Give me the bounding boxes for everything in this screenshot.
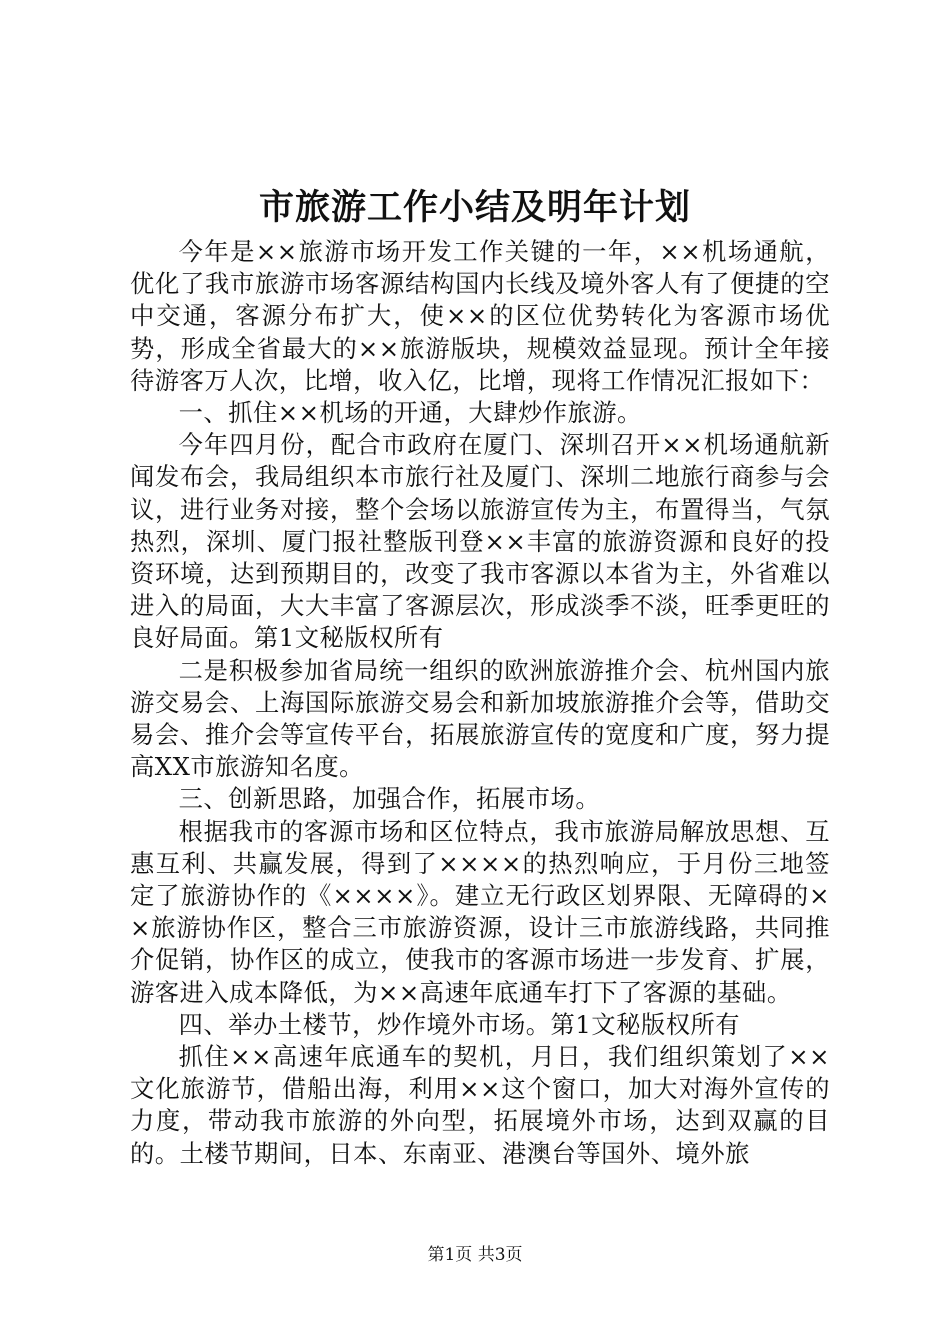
paragraph-section-4: 抓住××高速年底通车的契机，月日，我们组织策划了××文化旅游节，借船出海，利用××这个窗口，加大对海外宣传的力度，带动我市旅游的外向型，拓展境外市场，达到双赢的目的。土楼节期间，日本、东南亚、港澳台等国外、境外旅 <box>130 1042 830 1168</box>
section-heading-3: 三、创新思路，加强合作，拓展市场。 <box>178 784 601 814</box>
paragraph-intro: 今年是××旅游市场开发工作关键的一年，××机场通航，优化了我市旅游市场客源结构国内长线及境外客人有了便捷的空中交通，客源分布扩大，使××的区位优势转化为客源市场优势，形成全省最大的××旅游版块，规模效益显现。预计全年接待游客万人次，比增，收入亿，比增，现将工作情况汇报如下： <box>130 237 830 395</box>
paragraph-section-2: 二是积极参加省局统一组织的欧洲旅游推介会、杭州国内旅游交易会、上海国际旅游交易会和新加坡旅游推介会等，借助交易会、推介会等宣传平台，拓展旅游宣传的宽度和广度，努力提高XX市旅游知名度。 <box>130 655 830 782</box>
document-body <box>130 236 830 1170</box>
paragraph-section-3: 根据我市的客源市场和区位特点，我市旅游局解放思想、互惠互利、共赢发展，得到了××××的热烈响应，于月份三地签定了旅游协作的《××××》。建立无行政区划界限、无障碍的××旅游协作区，整合三市旅游资源，设计三市旅游线路，共同推介促销，协作区的成立，使我市的客源市场进一步发育、扩展，游客进入成本降低，为××高速年底通车打下了客源的基础。 <box>130 816 830 1007</box>
section-heading-4: 四、举办土楼节，炒作境外市场。第1文秘版权所有 <box>178 1009 741 1039</box>
page-number-footer: 第1页 共3页 <box>427 1245 523 1265</box>
section-heading-1: 一、抓住××机场的开通，大肆炒作旅游。 <box>178 398 642 428</box>
paragraph-section-1: 今年四月份，配合市政府在厦门、深圳召开××机场通航新闻发布会，我局组织本市旅行社及厦门、深圳二地旅行商参与会议，进行业务对接，整个会场以旅游宣传为主，布置得当，气氛热烈，深圳、厦门报社整版刊登××丰富的旅游资源和良好的投资环境，达到预期目的，改变了我市客源以本省为主，外省难以进入的局面，大大丰富了客源层次，形成淡季不淡，旺季更旺的良好局面。第1文秘版权所有 <box>130 430 830 653</box>
document-title: 市旅游工作小结及明年计划 <box>258 187 691 228</box>
